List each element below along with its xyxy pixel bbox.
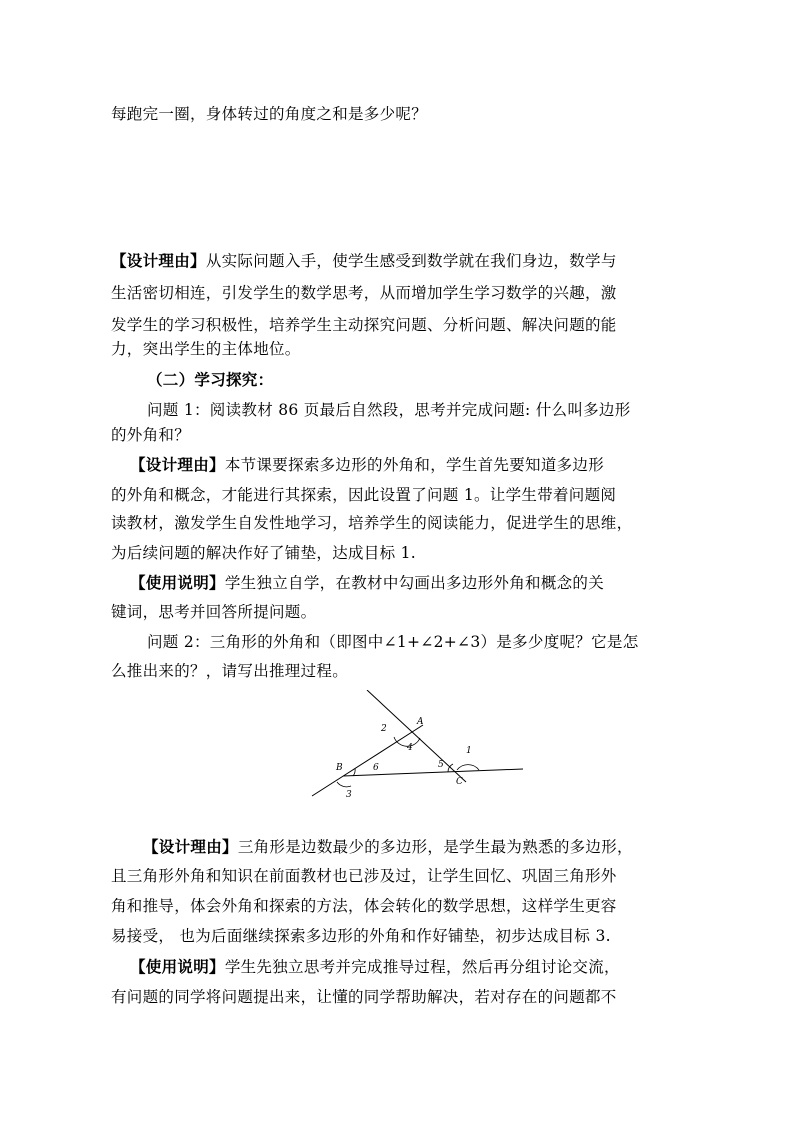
- design-reason-1-line-4: 力，突出学生的主体地位。: [111, 340, 301, 358]
- angle-label-1: 1: [466, 746, 472, 756]
- usage-note-2-line-1: 【使用说明】学生先独立思考并完成推导过程，然后再分组讨论交流，: [130, 957, 620, 976]
- triangle-diagram: [305, 690, 530, 800]
- line-through-b-c: [343, 769, 523, 776]
- section-tag: 【设计理由】: [111, 251, 206, 270]
- question-1-line-1: 问题 1：阅读教材 86 页最后自然段，思考并完成问题: 什么叫多边形: [147, 401, 631, 419]
- angle-label-5: 5: [438, 760, 444, 770]
- design-reason-2-line-4: 为后续问题的解决作好了铺垫，达成目标 1.: [111, 544, 417, 562]
- usage-note-1-line-1: 【使用说明】学生独立自学，在教材中勾画出多边形外角和概念的关: [130, 573, 605, 592]
- section-tag: 【设计理由】: [143, 837, 238, 856]
- design-reason-3-line-1: 【设计理由】三角形是边数最少的多边形，是学生最为熟悉的多边形，: [143, 837, 633, 856]
- usage-note-2-line-2: 有问题的同学将问题提出来，让懂的同学帮助解决，若对存在的问题都不: [111, 988, 617, 1006]
- design-reason-3-line-3: 角和推导，体会外角和探索的方法，体会转化的数学思想，这样学生更容: [111, 897, 617, 915]
- vertex-label-c: C: [456, 777, 463, 787]
- section-heading-learning-explore: （二）学习探究：: [147, 370, 274, 389]
- design-reason-3-line-4: 易接受， 也为后面继续探索多边形的外角和作好铺垫，初步达成目标 3.: [111, 927, 611, 945]
- design-reason-2-line-1: 【设计理由】本节课要探索多边形的外角和，学生首先要知道多边形: [130, 455, 605, 474]
- design-reason-3-line-2: 且三角形外角和知识在前面教材也已涉及过，让学生回忆、巩固三角形外: [111, 867, 617, 885]
- section-tag: 【使用说明】: [130, 957, 225, 976]
- angle-arc-1: [457, 765, 479, 770]
- usage-note-1-line-2: 键词，思考并回答所提问题。: [111, 603, 317, 621]
- line-through-b-a: [312, 725, 423, 796]
- angle-label-3: 3: [346, 790, 352, 800]
- angle-arc-3: [337, 782, 351, 787]
- section-tag: 【使用说明】: [130, 573, 225, 592]
- text-line-1: 每跑完一圈，身体转过的角度之和是多少呢？: [111, 105, 428, 123]
- design-reason-2-line-3: 读教材，激发学生自发性地学习，培养学生的阅读能力，促进学生的思维，: [111, 514, 633, 532]
- question-1-line-2: 的外角和？: [111, 426, 191, 444]
- triangle-exterior-angles-figure: [305, 690, 530, 800]
- vertex-label-a: A: [417, 717, 424, 727]
- section-tag: 【设计理由】: [130, 455, 225, 474]
- design-reason-1-line-3: 发学生的学习积极性，培养学生主动探究问题、分析问题、解决问题的能: [111, 316, 617, 334]
- question-2-line-2: 么推出来的？，请写出推理过程。: [111, 662, 349, 680]
- vertex-label-b: B: [336, 763, 343, 773]
- angle-label-4: 4: [407, 743, 413, 753]
- question-2-line-1: 问题 2：三角形的外角和（即图中∠1+∠2+∠3）是多少度呢？它是怎: [147, 633, 639, 651]
- angle-label-6: 6: [373, 763, 379, 773]
- design-reason-2-line-2: 的外角和概念，才能进行其探索，因此设置了问题 1。让学生带着问题阅: [111, 486, 617, 504]
- angle-label-2: 2: [381, 724, 387, 734]
- design-reason-1-line-1: 【设计理由】从实际问题入手，使学生感受到数学就在我们身边，数学与: [111, 251, 617, 270]
- design-reason-1-line-2: 生活密切相连，引发学生的数学思考，从而增加学生学习数学的兴趣，激: [111, 284, 617, 302]
- line-through-a-c: [367, 690, 466, 782]
